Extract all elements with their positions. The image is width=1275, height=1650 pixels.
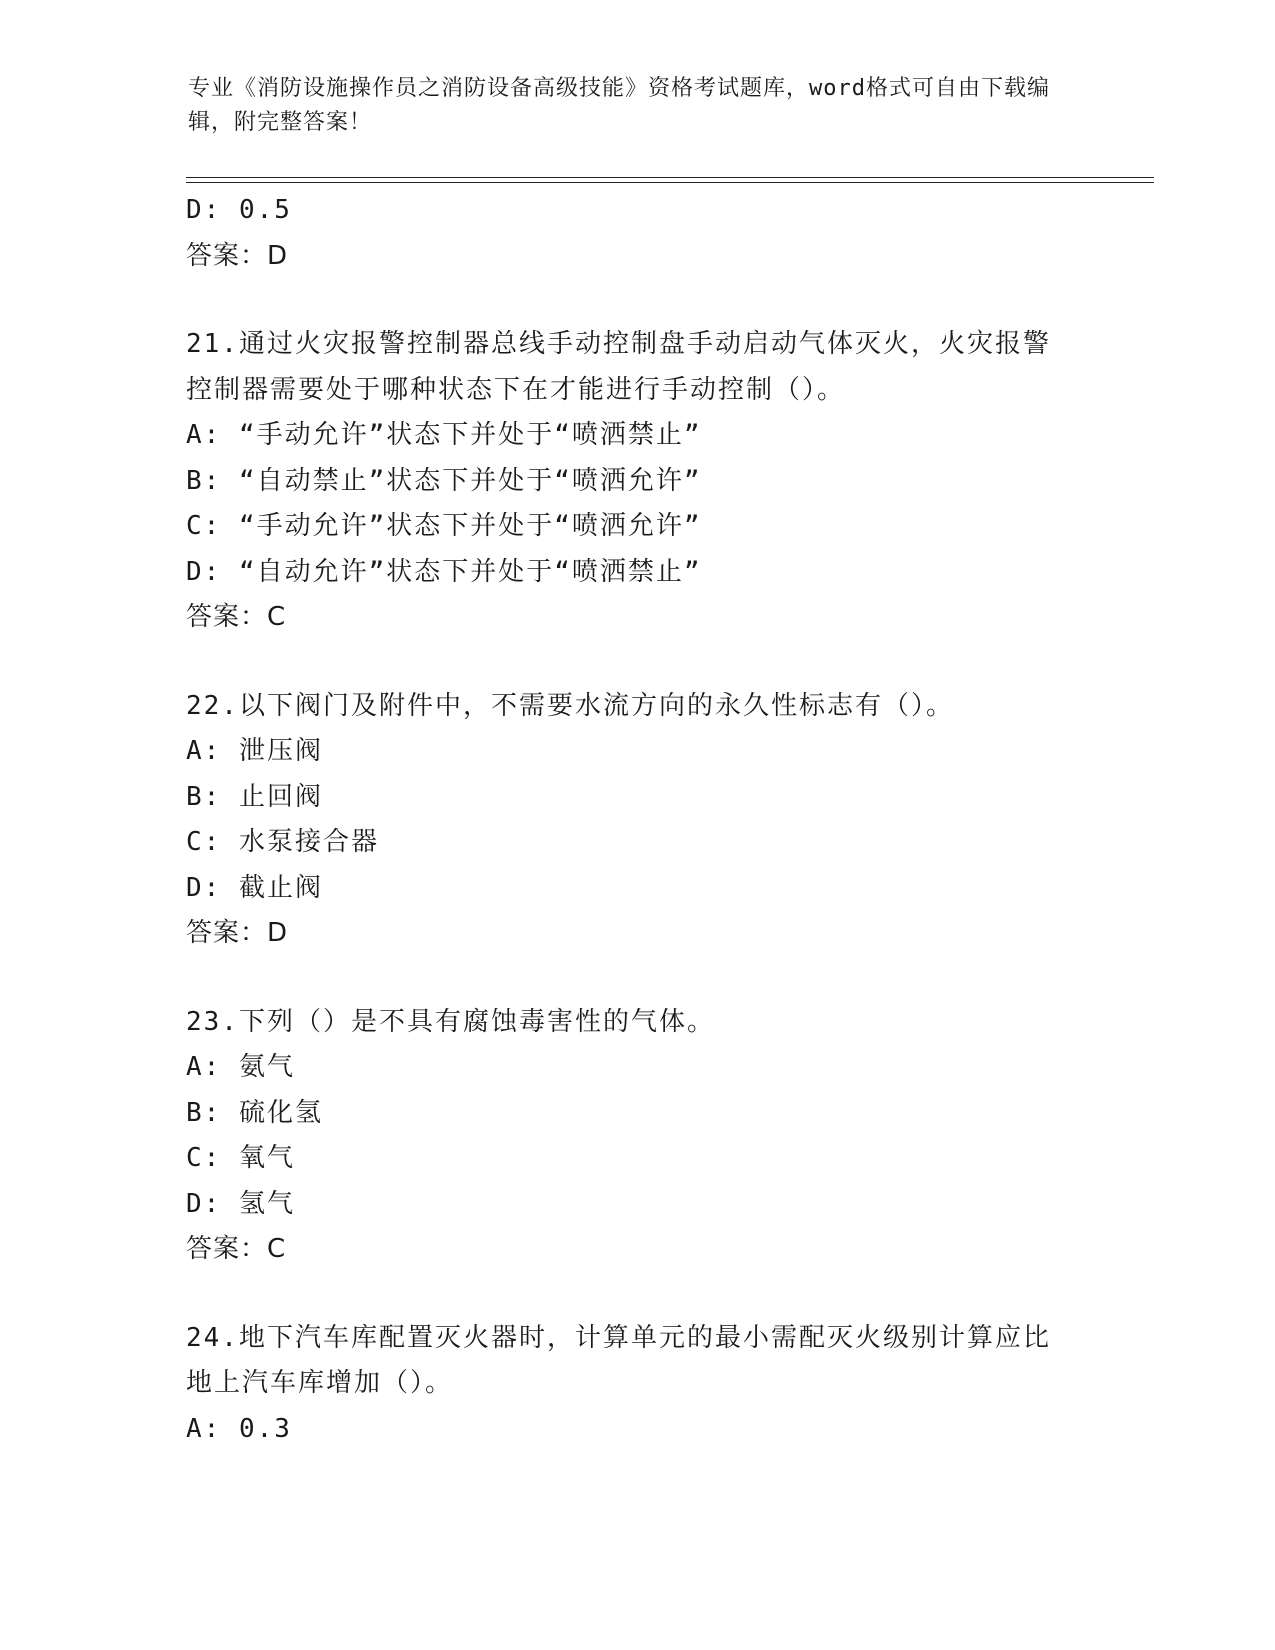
question-stem: 24.地下汽车库配置灭火器时，计算单元的最小需配灭火级别计算应比地上汽车库增加（）。 (186, 1322, 1051, 1398)
option-c: C: 水泵接合器 (186, 827, 379, 857)
option-b: B: “自动禁止”状态下并处于“喷洒允许” (186, 465, 702, 496)
document-header (188, 72, 1068, 140)
header-rule-top (186, 177, 1154, 178)
question-22 (186, 684, 1086, 957)
answer-line: 答案：C (186, 1234, 287, 1264)
option-c: C: 氧气 (186, 1143, 295, 1173)
question-23 (186, 1000, 1086, 1273)
option-a: A: “手动允许”状态下并处于“喷洒禁止” (186, 420, 702, 450)
option-d: D: 0.5 (186, 195, 292, 225)
question-spacer (186, 641, 1086, 684)
header-rule-bottom (186, 182, 1154, 183)
answer-line: 答案：D (186, 918, 289, 948)
option-d: D: 氢气 (186, 1188, 295, 1219)
answer-line: 答案：D (186, 240, 289, 271)
option-d: D: 截止阀 (186, 872, 323, 903)
previous-question-tail (186, 188, 1086, 279)
question-21 (186, 322, 1086, 641)
question-spacer (186, 957, 1086, 1000)
question-spacer (186, 1273, 1086, 1316)
question-stem: 22.以下阀门及附件中，不需要水流方向的永久性标志有（）。 (186, 690, 954, 721)
question-24 (186, 1316, 1086, 1453)
option-c: C: “手动允许”状态下并处于“喷洒允许” (186, 511, 702, 541)
question-stem: 23.下列（）是不具有腐蚀毒害性的气体。 (186, 1006, 715, 1037)
header-text: 专业《消防设施操作员之消防设备高级技能》资格考试题库，word格式可自由下载编辑，附完整答案！ (188, 76, 1050, 135)
question-stem: 21.通过火灾报警控制器总线手动控制盘手动启动气体灭火，火灾报警控制器需要处于哪种状态下在才能进行手动控制（）。 (186, 329, 1051, 405)
question-spacer (186, 279, 1086, 322)
option-b: B: 硫化氢 (186, 1097, 323, 1128)
answer-line: 答案：C (186, 602, 287, 632)
option-a: A: 氨气 (186, 1052, 295, 1082)
question-list (186, 188, 1086, 1452)
option-d: D: “自动允许”状态下并处于“喷洒禁止” (186, 556, 702, 587)
option-a: A: 0.3 (186, 1413, 292, 1444)
option-a: A: 泄压阀 (186, 736, 323, 766)
option-b: B: 止回阀 (186, 781, 323, 812)
